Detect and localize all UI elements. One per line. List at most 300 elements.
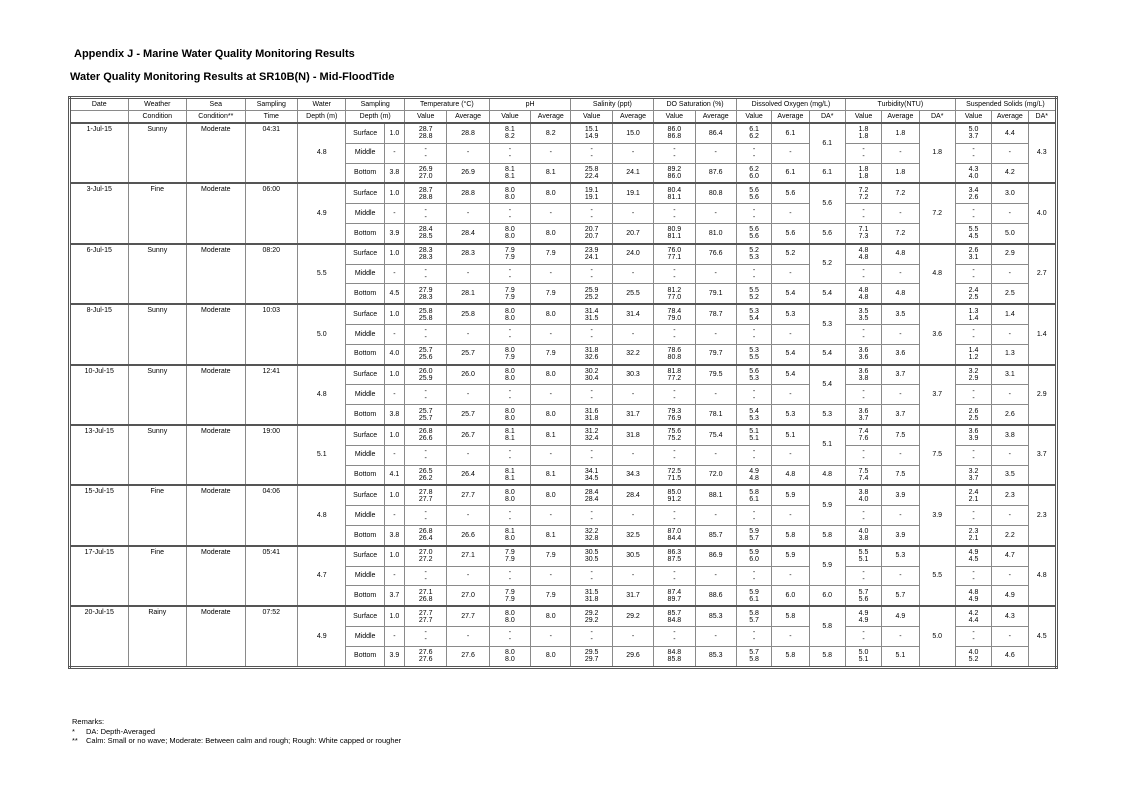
reading-1: 27.9	[418, 286, 433, 294]
dissolved-oxygen-value-cell	[736, 586, 771, 606]
do-saturation-value-cell	[654, 566, 695, 586]
reading-1: -	[673, 568, 676, 576]
depth-label: Middle	[346, 264, 384, 284]
sub-da: DA*	[809, 111, 845, 124]
reading-1: 20.7	[584, 226, 599, 234]
dissolved-oxygen-da-cell: 5.2	[809, 244, 845, 284]
reading-1: 75.6	[667, 428, 682, 436]
reading-1: -	[972, 629, 975, 637]
dissolved-oxygen-da-cell: 5.9	[809, 485, 845, 525]
reading-1: -	[424, 568, 427, 576]
ph-average-cell: 8.0	[531, 485, 571, 505]
reading-2: -	[590, 575, 593, 583]
reading-1: -	[862, 387, 865, 395]
turbidity-value-cell	[845, 223, 881, 243]
reading-2: 27.7	[418, 616, 433, 624]
reading-2: 8.1	[505, 435, 515, 443]
reading-2: 1.8	[858, 133, 869, 141]
reading-2: -	[862, 455, 865, 463]
reading-2: 7.9	[505, 354, 515, 362]
reading-2: 8.0	[505, 314, 515, 322]
depth-label: Middle	[346, 385, 384, 405]
reading-2: -	[508, 515, 512, 523]
reading-1: 3.6	[858, 367, 869, 375]
reading-1: -	[752, 266, 756, 274]
do-saturation-value-cell	[654, 485, 695, 505]
dissolved-oxygen-da-bottom-cell: 4.8	[809, 465, 845, 485]
turbidity-value-cell	[845, 566, 881, 586]
depth-label: Bottom	[346, 465, 384, 485]
reading-1: 5.6	[749, 186, 759, 194]
reading-2: 25.9	[418, 374, 433, 382]
turbidity-average-cell: 3.9	[882, 485, 919, 505]
salinity-average-cell: 25.5	[612, 284, 653, 304]
do-saturation-average-cell: -	[695, 566, 736, 586]
temperature-average-cell: 26.7	[447, 425, 489, 445]
dissolved-oxygen-da-bottom-cell: 5.8	[809, 646, 845, 667]
ph-value-cell	[489, 365, 530, 385]
reading-2: 3.9	[968, 435, 979, 443]
salinity-average-cell: 19.1	[612, 183, 653, 203]
dissolved-oxygen-average-cell: -	[772, 204, 809, 224]
temperature-average-cell: -	[447, 506, 489, 526]
sub-average: Average	[992, 111, 1028, 124]
do-saturation-average-cell: 85.3	[695, 606, 736, 626]
dissolved-oxygen-average-cell: 5.9	[772, 485, 809, 505]
ph-average-cell: -	[531, 264, 571, 284]
suspended-solids-value-cell	[955, 485, 991, 505]
reading-1: 87.0	[667, 528, 682, 536]
reading-2: 3.7	[968, 133, 979, 141]
suspended-solids-average-cell: 2.5	[992, 284, 1028, 304]
reading-2: 3.7	[858, 414, 869, 422]
reading-2: 30.5	[584, 556, 599, 564]
temperature-value-cell	[404, 244, 446, 264]
salinity-value-cell	[571, 385, 612, 405]
dissolved-oxygen-average-cell: -	[772, 626, 809, 646]
reading-1: 3.8	[858, 488, 869, 496]
dissolved-oxygen-value-cell	[736, 566, 771, 586]
turbidity-average-cell: -	[882, 506, 919, 526]
sampling-depth-cell: 4.0	[384, 344, 404, 364]
reading-1: -	[508, 206, 512, 214]
sampling-depth-cell: -	[384, 264, 404, 284]
turbidity-value-cell	[845, 163, 881, 183]
salinity-average-cell: 31.7	[612, 405, 653, 425]
header-weather-2: Condition	[128, 111, 187, 124]
remarks	[72, 717, 401, 746]
suspended-solids-value-cell	[955, 365, 991, 385]
reading-2: 5.1	[858, 656, 869, 664]
reading-2: -	[590, 273, 593, 281]
ph-value-cell	[489, 425, 530, 445]
reading-1: 26.0	[418, 367, 433, 375]
sampling-time-cell: 07:52	[245, 606, 297, 667]
reading-2: -	[673, 213, 676, 221]
sub-average: Average	[612, 111, 653, 124]
do-saturation-value-cell	[654, 445, 695, 465]
reading-1: 2.4	[968, 286, 979, 294]
dissolved-oxygen-value-cell	[736, 304, 771, 324]
water-depth-cell: 5.1	[298, 425, 346, 485]
reading-2: -	[424, 213, 427, 221]
suspended-solids-value-cell	[955, 525, 991, 545]
suspended-solids-average-cell: 3.5	[992, 465, 1028, 485]
dissolved-oxygen-da-cell: 5.4	[809, 365, 845, 405]
suspended-solids-da-cell: 4.5	[1028, 606, 1056, 667]
ph-value-cell	[489, 525, 530, 545]
reading-2: 5.7	[749, 535, 759, 543]
reading-1: 27.8	[418, 488, 433, 496]
reading-1: 4.8	[858, 247, 869, 255]
reading-1: 31.6	[584, 407, 599, 415]
turbidity-da-cell: 5.5	[919, 546, 955, 606]
reading-2: 6.1	[749, 595, 759, 603]
reading-1: 4.9	[749, 467, 759, 475]
dissolved-oxygen-average-cell: 6.1	[772, 123, 809, 143]
header-sampling-depth: Sampling	[346, 98, 405, 111]
turbidity-value-cell	[845, 204, 881, 224]
temperature-value-cell	[404, 646, 446, 667]
turbidity-average-cell: -	[882, 385, 919, 405]
ph-average-cell: 8.0	[531, 646, 571, 667]
ph-average-cell: 8.0	[531, 183, 571, 203]
reading-1: 26.9	[418, 165, 433, 173]
reading-1: 3.6	[968, 428, 979, 436]
reading-2: -	[673, 575, 676, 583]
ph-value-cell	[489, 304, 530, 324]
suspended-solids-average-cell: 3.8	[992, 425, 1028, 445]
dissolved-oxygen-average-cell: -	[772, 506, 809, 526]
header-water-depth-2: Depth (m)	[298, 111, 346, 124]
date-cell: 10-Jul-15	[70, 365, 129, 425]
turbidity-average-cell: -	[882, 143, 919, 163]
reading-1: -	[752, 146, 756, 154]
reading-2: 5.3	[749, 254, 759, 262]
reading-2: 5.5	[749, 354, 759, 362]
suspended-solids-value-cell	[955, 324, 991, 344]
reading-1: 5.6	[749, 367, 759, 375]
reading-2: -	[972, 515, 975, 523]
turbidity-value-cell	[845, 123, 881, 143]
reading-1: 3.5	[858, 307, 869, 315]
reading-1: 78.4	[667, 307, 682, 315]
dissolved-oxygen-da-bottom-cell: 6.1	[809, 163, 845, 183]
ph-average-cell: -	[531, 445, 571, 465]
suspended-solids-value-cell	[955, 626, 991, 646]
dissolved-oxygen-da-cell: 5.3	[809, 304, 845, 344]
do-saturation-value-cell	[654, 525, 695, 545]
reading-1: 27.1	[418, 588, 433, 596]
turbidity-average-cell: 3.7	[882, 405, 919, 425]
sampling-time-cell: 10:03	[245, 304, 297, 364]
turbidity-value-cell	[845, 385, 881, 405]
reading-1: 25.7	[418, 407, 433, 415]
dissolved-oxygen-da-cell: 6.1	[809, 123, 845, 163]
do-saturation-average-cell: 78.7	[695, 304, 736, 324]
dissolved-oxygen-value-cell	[736, 506, 771, 526]
reading-1: 31.5	[584, 588, 599, 596]
sampling-depth-cell: -	[384, 626, 404, 646]
dissolved-oxygen-average-cell: 5.4	[772, 344, 809, 364]
salinity-average-cell: 29.2	[612, 606, 653, 626]
sub-value: Value	[955, 111, 991, 124]
weather-cell: Sunny	[128, 425, 187, 485]
salinity-value-cell	[571, 646, 612, 667]
depth-label: Middle	[346, 324, 384, 344]
reading-2: 89.7	[667, 595, 682, 603]
reading-2: 32.4	[584, 435, 599, 443]
reading-1: 5.9	[749, 549, 759, 557]
reading-1: -	[972, 448, 975, 456]
turbidity-average-cell: 7.2	[882, 183, 919, 203]
reading-2: 28.8	[418, 133, 433, 141]
reading-2: 8.2	[505, 133, 515, 141]
reading-1: -	[752, 629, 756, 637]
sub-average: Average	[447, 111, 489, 124]
temperature-value-cell	[404, 143, 446, 163]
reading-2: -	[590, 394, 593, 402]
sampling-depth-cell: 1.0	[384, 183, 404, 203]
reading-1: 81.8	[667, 367, 682, 375]
reading-1: -	[590, 508, 593, 516]
remark-line	[72, 736, 401, 746]
sampling-depth-cell: -	[384, 506, 404, 526]
dissolved-oxygen-da-bottom-cell: 5.3	[809, 405, 845, 425]
reading-2: 3.8	[858, 374, 869, 382]
depth-label: Bottom	[346, 284, 384, 304]
reading-1: -	[862, 448, 865, 456]
sub-da: DA*	[919, 111, 955, 124]
dissolved-oxygen-average-cell: 5.8	[772, 646, 809, 667]
turbidity-da-cell: 4.8	[919, 244, 955, 304]
reading-1: 5.3	[749, 347, 759, 355]
reading-2: 2.1	[968, 495, 979, 503]
temperature-value-cell	[404, 586, 446, 606]
reading-1: -	[424, 387, 427, 395]
reading-2: 4.5	[968, 233, 979, 241]
reading-1: -	[424, 206, 427, 214]
reading-1: -	[673, 387, 676, 395]
depth-label: Surface	[346, 123, 384, 143]
reading-1: 7.5	[858, 467, 869, 475]
depth-label: Middle	[346, 566, 384, 586]
reading-1: -	[508, 629, 512, 637]
do-saturation-average-cell: -	[695, 385, 736, 405]
reading-2: 29.7	[584, 656, 599, 664]
sea-condition-cell: Moderate	[187, 244, 246, 304]
turbidity-value-cell	[845, 304, 881, 324]
ph-value-cell	[489, 506, 530, 526]
salinity-value-cell	[571, 143, 612, 163]
reading-2: 28.3	[418, 293, 433, 301]
reading-1: 80.9	[667, 226, 682, 234]
reading-1: -	[862, 629, 865, 637]
reading-1: 32.2	[584, 528, 599, 536]
reading-2: 5.6	[858, 595, 869, 603]
do-saturation-value-cell	[654, 244, 695, 264]
dissolved-oxygen-average-cell: 5.2	[772, 244, 809, 264]
depth-label: Bottom	[346, 586, 384, 606]
salinity-value-cell	[571, 344, 612, 364]
table-row	[70, 183, 1057, 203]
dissolved-oxygen-value-cell	[736, 626, 771, 646]
reading-2: 8.0	[505, 616, 515, 624]
salinity-value-cell	[571, 425, 612, 445]
reading-2: 22.4	[584, 172, 599, 180]
reading-1: 8.0	[505, 186, 515, 194]
suspended-solids-value-cell	[955, 586, 991, 606]
reading-2: 20.7	[584, 233, 599, 241]
temperature-average-cell: 26.9	[447, 163, 489, 183]
reading-1: 7.9	[505, 247, 515, 255]
reading-2: -	[424, 575, 427, 583]
do-saturation-average-cell: 85.3	[695, 646, 736, 667]
temperature-average-cell: -	[447, 566, 489, 586]
reading-1: -	[752, 206, 756, 214]
sampling-depth-cell: 3.9	[384, 646, 404, 667]
turbidity-value-cell	[845, 445, 881, 465]
temperature-average-cell: 27.1	[447, 546, 489, 566]
temperature-average-cell: -	[447, 445, 489, 465]
reading-1: 8.0	[505, 347, 515, 355]
ph-value-cell	[489, 546, 530, 566]
turbidity-value-cell	[845, 365, 881, 385]
dissolved-oxygen-value-cell	[736, 163, 771, 183]
sampling-depth-cell: 1.0	[384, 244, 404, 264]
salinity-average-cell: -	[612, 204, 653, 224]
sea-condition-cell: Moderate	[187, 304, 246, 364]
reading-1: 28.4	[584, 488, 599, 496]
remark-line	[72, 727, 401, 737]
salinity-average-cell: 24.1	[612, 163, 653, 183]
ph-average-cell: 8.0	[531, 405, 571, 425]
turbidity-average-cell: -	[882, 324, 919, 344]
ph-average-cell: -	[531, 143, 571, 163]
reading-1: 7.4	[858, 428, 869, 436]
depth-label: Surface	[346, 244, 384, 264]
reading-2: 28.3	[418, 254, 433, 262]
reading-2: -	[752, 334, 756, 342]
depth-label: Bottom	[346, 344, 384, 364]
reading-1: -	[424, 448, 427, 456]
salinity-value-cell	[571, 204, 612, 224]
reading-1: -	[508, 146, 512, 154]
reading-2: -	[508, 153, 512, 161]
reading-1: 1.8	[858, 126, 869, 134]
suspended-solids-average-cell: 3.0	[992, 183, 1028, 203]
dissolved-oxygen-value-cell	[736, 525, 771, 545]
reading-1: 3.6	[858, 347, 869, 355]
do-saturation-value-cell	[654, 506, 695, 526]
turbidity-value-cell	[845, 344, 881, 364]
reading-2: -	[752, 273, 756, 281]
do-saturation-average-cell: -	[695, 445, 736, 465]
header-sea-2: Condition**	[187, 111, 246, 124]
turbidity-da-cell: 3.9	[919, 485, 955, 545]
dissolved-oxygen-da-bottom-cell: 6.0	[809, 586, 845, 606]
reading-2: 27.0	[418, 172, 433, 180]
header-date: Date	[70, 98, 129, 111]
sub-value: Value	[571, 111, 612, 124]
reading-2: 26.6	[418, 435, 433, 443]
reading-2: 25.8	[418, 314, 433, 322]
depth-label: Surface	[346, 425, 384, 445]
do-saturation-value-cell	[654, 123, 695, 143]
reading-2: -	[424, 455, 427, 463]
reading-1: -	[673, 206, 676, 214]
ph-value-cell	[489, 646, 530, 667]
reading-1: 8.1	[505, 165, 515, 173]
salinity-value-cell	[571, 566, 612, 586]
reading-1: 5.5	[749, 286, 759, 294]
depth-label: Surface	[346, 546, 384, 566]
dissolved-oxygen-value-cell	[736, 324, 771, 344]
dissolved-oxygen-value-cell	[736, 646, 771, 667]
sampling-depth-cell: 1.0	[384, 123, 404, 143]
dissolved-oxygen-average-cell: 5.4	[772, 284, 809, 304]
reading-2: 91.2	[667, 495, 682, 503]
turbidity-average-cell: 4.8	[882, 284, 919, 304]
sampling-depth-cell: 4.5	[384, 284, 404, 304]
reading-1: 80.4	[667, 186, 682, 194]
water-depth-cell: 4.8	[298, 485, 346, 545]
sampling-depth-cell: -	[384, 566, 404, 586]
reading-2: 4.8	[749, 474, 759, 482]
turbidity-value-cell	[845, 425, 881, 445]
do-saturation-average-cell: 78.1	[695, 405, 736, 425]
turbidity-average-cell: -	[882, 264, 919, 284]
ph-value-cell	[489, 163, 530, 183]
turbidity-da-cell: 7.5	[919, 425, 955, 485]
reading-1: 89.2	[667, 165, 682, 173]
do-saturation-average-cell: 87.6	[695, 163, 736, 183]
reading-1: 5.1	[749, 428, 759, 436]
reading-2: -	[862, 213, 865, 221]
salinity-value-cell	[571, 284, 612, 304]
depth-label: Bottom	[346, 525, 384, 545]
sampling-time-cell: 04:31	[245, 123, 297, 183]
sampling-depth-cell: -	[384, 324, 404, 344]
date-cell: 13-Jul-15	[70, 425, 129, 485]
sampling-depth-cell: -	[384, 385, 404, 405]
reading-1: 2.4	[968, 488, 979, 496]
dissolved-oxygen-value-cell	[736, 123, 771, 143]
dissolved-oxygen-da-bottom-cell: 5.6	[809, 223, 845, 243]
sampling-depth-cell: -	[384, 445, 404, 465]
do-saturation-average-cell: 79.1	[695, 284, 736, 304]
reading-2: 8.0	[505, 656, 515, 664]
do-saturation-value-cell	[654, 606, 695, 626]
reading-2: 3.5	[858, 314, 869, 322]
do-saturation-value-cell	[654, 143, 695, 163]
salinity-value-cell	[571, 244, 612, 264]
suspended-solids-average-cell: 4.9	[992, 586, 1028, 606]
reading-2: -	[590, 213, 593, 221]
reading-2: -	[972, 213, 975, 221]
date-cell: 17-Jul-15	[70, 546, 129, 606]
do-saturation-average-cell: 88.6	[695, 586, 736, 606]
day-group	[70, 244, 1057, 304]
reading-2: 86.8	[667, 133, 682, 141]
header-sampling-depth-2: Depth (m)	[346, 111, 405, 124]
turbidity-average-cell: -	[882, 626, 919, 646]
reading-2: -	[972, 273, 975, 281]
reading-2: 80.8	[667, 354, 682, 362]
reading-1: 7.1	[858, 226, 869, 234]
reading-1: 1.8	[858, 165, 869, 173]
ph-average-cell: 8.0	[531, 606, 571, 626]
